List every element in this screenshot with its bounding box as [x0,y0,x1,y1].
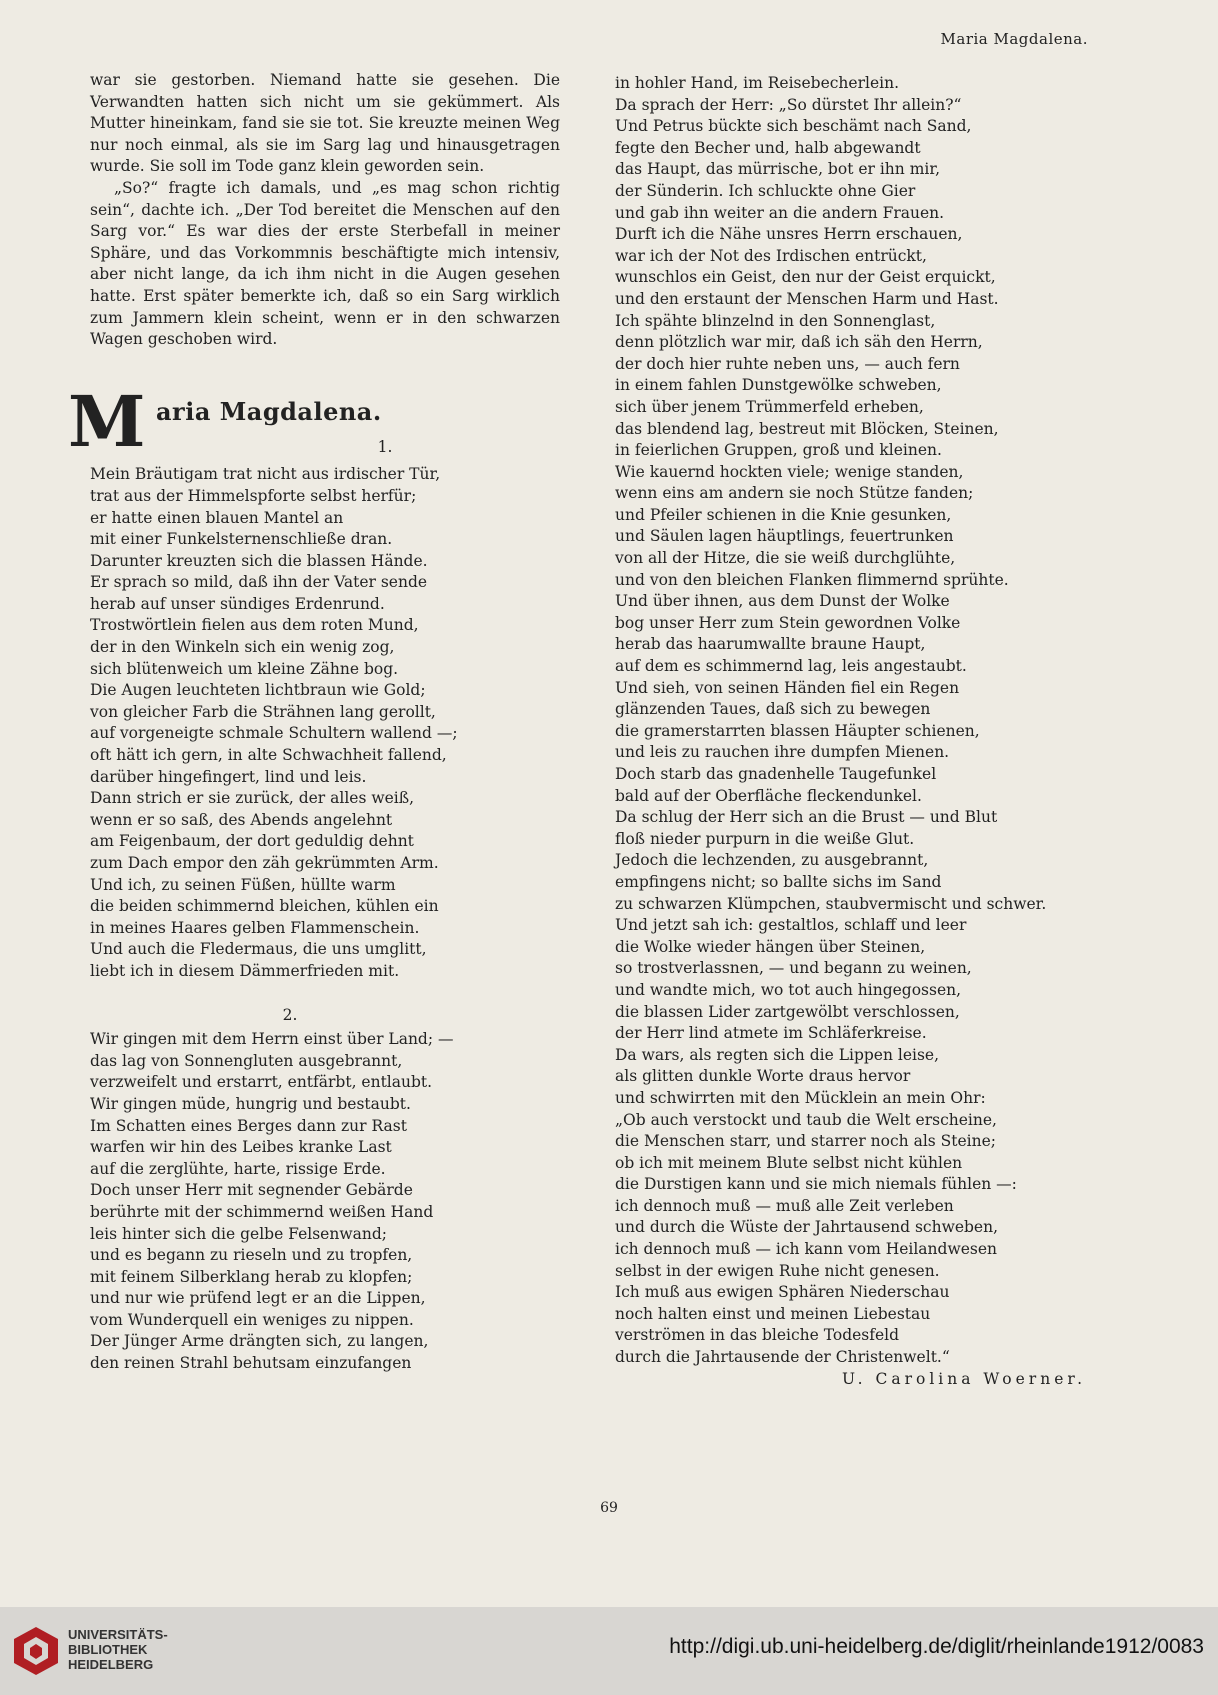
prose-paragraph: „So?“ fragte ich damals, und „es mag schon richtig sein“, dachte ich. „Der Tod bereitet die Menschen auf den Sarg vor.“ Es war dies der erste Sterbefall in meiner Sphäre, und das Vorkommnis beschäftigte mich intensiv, aber nicht lange, da ich ihm nicht in die Augen gesehen hatte. Erst später bemerkte ich, daß so ein Sarg wirklich zum Jammern klein scheint, wenn er in den schwarzen Wagen geschoben wird. [90,178,560,349]
verse-line: „Ob auch verstockt und taub die Welt erscheine, [615,1110,997,1129]
verse-line: Und jetzt sah ich: gestaltlos, schlaff und leer [615,916,967,935]
verse-line: floß nieder purpurn in die weiße Glut. [615,829,915,848]
verse-line: Doch unser Herr mit segnender Gebärde [90,1181,413,1200]
verse-line: die Menschen starr, und starrer noch als Steine; [615,1132,997,1151]
verse-line: die blassen Lider zartgewölbt verschlossen, [615,1002,960,1021]
title-text: aria Magdalena. [156,396,382,426]
verse-line: wenn er so saß, des Abends angelehnt [90,810,393,829]
verse-line: Jedoch die lechzenden, zu ausgebrannt, [615,851,929,870]
verse-line: darüber hingefingert, lind und leis. [90,767,367,786]
verse-line: und den erstaunt der Menschen Harm und Hast. [615,289,999,308]
verse-line: liebt ich in diesem Dämmerfrieden mit. [90,961,400,980]
verse-line: empfingens nicht; so ballte sichs im Sand [615,872,942,891]
verse-line: Wir gingen mit dem Herrn einst über Land; — [90,1030,454,1049]
section-number: 1. [377,437,393,456]
verse-line: Doch starb das gnadenhelle Taugefunkel [615,765,937,783]
verse-line: die Durstigen kann und sie mich niemals fühlen —: [615,1175,1017,1194]
verse-line: ob ich mit meinem Blute selbst nicht kühlen [615,1153,963,1172]
university-logo-icon [10,1625,62,1677]
verse-line: noch halten einst und meinen Liebestau [615,1304,931,1323]
author-signature: U. Carolina Woerner. [842,1369,1086,1388]
verse-line: Darunter kreuzten sich die blassen Hände. [90,551,428,570]
right-column [615,73,1090,1390]
verse-line: ich dennoch muß — muß alle Zeit verleben [615,1196,954,1215]
verse-line: vom Wunderquell ein weniges zu nippen. [90,1310,414,1329]
verse-line: leis hinter sich die gelbe Felsenwand; [90,1224,387,1243]
verse-line: warfen wir hin des Leibes kranke Last [90,1138,392,1157]
verse-line: Trostwörtlein fielen aus dem roten Mund, [90,616,419,635]
poem-section-2 [90,1029,560,1375]
verse-line: er hatte einen blauen Mantel an [90,508,344,527]
verse-line: das lag von Sonnengluten ausgebrannt, [90,1051,403,1070]
verse-line: das blendend lag, bestreut mit Blöcken, Steinen, [615,419,999,438]
verse-line: wunschlos ein Geist, den nur der Geist erquickt, [615,268,996,287]
verse-line: den reinen Strahl behutsam einzufangen [90,1354,412,1373]
verse-line: Und sieh, von seinen Händen fiel ein Regen [615,678,960,697]
verse-line: wenn eins am andern sie noch Stütze fanden; [615,484,974,503]
source-url[interactable]: http://digi.ub.uni-heidelberg.de/diglit/rheinlande1912/0083 [669,1635,1204,1658]
verse-line: Wie kauernd hockten viele; wenige standen, [615,462,964,481]
poem-continuation [615,73,1090,1369]
footer-bar [0,1607,1218,1695]
verse-line: Ich muß aus ewigen Sphären Niederschau [615,1283,950,1302]
verse-line: von gleicher Farb die Strähnen lang gerollt, [90,702,436,721]
verse-line: sich blütenweich um kleine Zähne bog. [90,659,399,678]
verse-line: und Pfeiler schienen in die Knie gesunken, [615,505,952,524]
verse-line: Da sprach der Herr: „So dürstet Ihr allein?“ [615,95,962,114]
verse-line: und nur wie prüfend legt er an die Lippen, [90,1289,426,1308]
verse-line: Und Petrus bückte sich beschämt nach Sand, [615,117,972,136]
verse-line: Da schlug der Herr sich an die Brust — und Blut [615,808,998,827]
verse-line: trat aus der Himmelspforte selbst herfür; [90,486,417,505]
running-header: Maria Magdalena. [940,30,1088,48]
verse-line: die beiden schimmernd bleichen, kühlen ein [90,897,439,916]
verse-line: fegte den Becher und, halb abgewandt [615,138,921,157]
verse-line: in feierlichen Gruppen, groß und kleinen. [615,441,942,460]
verse-line: herab das haarumwallte braune Haupt, [615,635,926,654]
poem-title [68,379,560,465]
verse-line: verzweifelt und erstarrt, entfärbt, entlaubt. [90,1073,433,1092]
verse-line: am Feigenbaum, der dort geduldig dehnt [90,832,414,851]
verse-line: oft hätt ich gern, in alte Schwachheit fallend, [90,746,447,765]
verse-line: der doch hier ruhte neben uns, — auch fern [615,354,960,373]
verse-line: sich über jenem Trümmerfeld erheben, [615,397,924,416]
verse-line: Die Augen leuchteten lichtbraun wie Gold; [90,681,426,700]
verse-line: die gramerstarrten blassen Häupter schienen, [615,721,980,740]
verse-line: und leis zu rauchen ihre dumpfen Mienen. [615,743,950,762]
verse-line: Durft ich die Nähe unsres Herrn erschauen, [615,225,963,244]
verse-line: der in den Winkeln sich ein wenig zog, [90,638,395,657]
prose-text [90,70,560,351]
verse-line: die Wolke wieder hängen über Steinen, [615,937,926,956]
verse-line: so trostverlassnen, — und begann zu weinen, [615,959,972,978]
verse-line: durch die Jahrtausende der Christenwelt.“ [615,1348,950,1367]
verse-line: auf dem es schimmernd lag, leis angestaubt. [615,657,967,676]
verse-line: in meines Haares gelben Flammenschein. [90,918,420,937]
section-number: 2. [282,1005,298,1024]
verse-line: in einem fahlen Dunstgewölke schweben, [615,376,942,395]
verse-line: zu schwarzen Klümpchen, staubvermischt und schwer. [615,894,1047,913]
page-number: 69 [600,1500,618,1516]
verse-line: der Sünderin. Ich schluckte ohne Gier [615,181,916,200]
verse-line: Er sprach so mild, daß ihn der Vater sende [90,573,428,592]
left-column [68,70,560,1375]
verse-line: und wandte mich, wo tot auch hingegossen, [615,980,962,999]
verse-line: Der Jünger Arme drängten sich, zu langen, [90,1332,429,1351]
verse-line: war ich der Not des Irdischen entrückt, [615,246,927,265]
verse-line: mit feinem Silberklang herab zu klopfen; [90,1267,413,1286]
verse-line: Ich spähte blinzelnd in den Sonnenglast, [615,311,936,330]
verse-line: als glitten dunkle Worte draus hervor [615,1067,911,1086]
verse-line: zum Dach empor den zäh gekrümmten Arm. [90,854,439,872]
verse-line: glänzenden Taues, daß sich zu bewegen [615,700,931,719]
verse-line: verströmen in das bleiche Todesfeld [615,1326,900,1345]
title-initial: M [68,379,146,463]
verse-line: Mein Bräutigam trat nicht aus irdischer Tür, [90,465,441,484]
poem-section-1 [90,464,560,982]
verse-line: Im Schatten eines Berges dann zur Rast [90,1116,407,1135]
verse-line: berührte mit der schimmernd weißen Hand [90,1202,434,1221]
verse-line: herab auf unser sündiges Erdenrund. [90,594,385,613]
institution-name: UNIVERSITÄTS- BIBLIOTHEK HEIDELBERG [68,1627,168,1672]
verse-line: in hohler Hand, im Reisebecherlein. [615,74,899,92]
verse-line: selbst in der ewigen Ruhe nicht genesen. [615,1261,940,1280]
verse-line: ich dennoch muß — ich kann vom Heilandwesen [615,1240,998,1259]
verse-line: denn plötzlich war mir, daß ich säh den Herrn, [615,333,983,352]
verse-line: mit einer Funkelsternenschließe dran. [90,530,393,549]
verse-line: Und ich, zu seinen Füßen, hüllte warm [90,875,396,894]
verse-line: bald auf der Oberfläche fleckendunkel. [615,786,922,805]
verse-line: und gab ihn weiter an die andern Frauen. [615,203,945,222]
verse-line: Und auch die Fledermaus, die uns umglitt, [90,940,427,959]
verse-line: und schwirrten mit den Mücklein an mein Ohr: [615,1088,986,1107]
verse-line: der Herr lind atmete im Schläferkreise. [615,1024,927,1043]
verse-line: Da wars, als regten sich die Lippen leise, [615,1045,940,1064]
verse-line: von all der Hitze, die sie weiß durchglühte, [615,549,956,568]
verse-line: auf die zerglühte, harte, rissige Erde. [90,1159,386,1178]
verse-line: auf vorgeneigte schmale Schultern wallend —; [90,724,458,743]
verse-line: Wir gingen müde, hungrig und bestaubt. [90,1094,411,1113]
verse-line: und Säulen lagen häuptlings, feuertrunken [615,527,954,546]
verse-line: und von den bleichen Flanken flimmernd sprühte. [615,570,1009,589]
verse-line: Dann strich er sie zurück, der alles weiß, [90,789,415,808]
verse-line: und durch die Wüste der Jahrtausend schweben, [615,1218,999,1237]
verse-line: und es begann zu rieseln und zu tropfen, [90,1246,413,1265]
prose-paragraph: war sie gestorben. Niemand hatte sie gesehen. Die Verwandten hatten sich nicht um sie gekümmert. Als Mutter hineinkam, fand sie sie tot. Sie kreuzte meinen Weg nur noch einmal, als sie im Sarg lag und hinausgetragen wurde. Sie soll im Tode ganz klein geworden sein. [90,71,560,176]
verse-line: das Haupt, das mürrische, bot er ihn mir, [615,160,940,179]
verse-line: Und über ihnen, aus dem Dunst der Wolke [615,592,950,611]
verse-line: bog unser Herr zum Stein gewordnen Volke [615,613,961,632]
